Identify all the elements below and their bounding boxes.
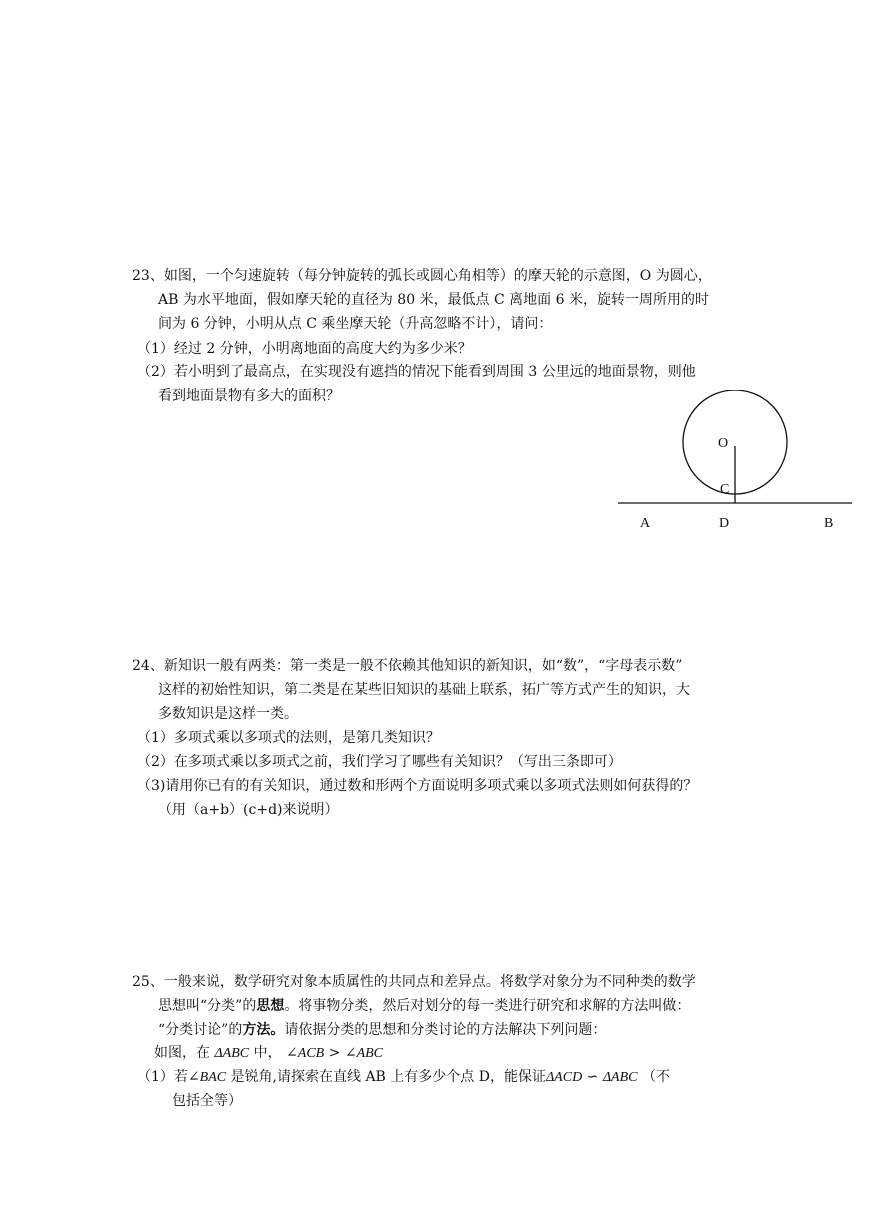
q24-line-1: 24、新知识一般有两类：第一类是一般不依赖其他知识的新知识，如“数”，“字母表示数” [132,658,683,674]
math-triangle-abc-2: ΔABC [602,1070,638,1085]
q23-line-1: 23、如图，一个匀速旋转（每分钟旋转的弧长或圆心角相等）的摩天轮的示意图，O 为圆心， [132,268,712,284]
math-triangle-acd: ΔACD [545,1070,583,1085]
q25-line-3-b: 请依据分类的思想和分类讨论的方法解决下列问题： [284,1022,607,1038]
label-a: A [640,516,651,531]
q25-line-5 [137,1067,670,1088]
q24-line-4: （1）多项式乘以多项式的法则，是第几类知识？ [137,730,440,746]
q24-line-5: （2）在多项式乘以多项式之前，我们学习了哪些有关知识？（写出三条即可） [137,754,622,770]
q24-line-2: 这样的初始性知识，第二类是在某些旧知识的基础上联系，拓广等方式产生的知识，大 [158,682,690,698]
math-angle-acb: ∠ACB [286,1046,325,1061]
q25-line-4-b: 中， [249,1045,282,1061]
q24-line-3: 多数知识是这样一类。 [158,706,298,722]
q25-line-5-d: （不 [637,1069,670,1085]
q24-line-6: （3)请用你已有的有关知识，通过数和形两个方面说明多项式乘以多项式法则如何获得的？ [137,778,698,794]
math-triangle-abc: ΔABC [214,1046,250,1061]
q25-line-5-b: 是锐角,请探索在直线 AB 上有多少个点 D，能保证 [226,1069,546,1085]
q25-keyword-method: 方法。 [242,1022,285,1038]
q25-line-5-c: ∽ [582,1069,603,1085]
q25-line-2-a: 思想叫“分类”的 [158,998,257,1014]
q25-line-2-b: 。将事物分类，然后对划分的每一类进行研究和求解的方法叫做： [284,998,691,1014]
label-o: O [718,436,729,451]
math-angle-abc: ∠ABC [344,1046,384,1061]
q25-line-1: 25、一般来说，数学研究对象本质属性的共同点和差异点。将数学对象分为不同种类的数学 [132,974,696,990]
q25-line-2 [158,996,690,1016]
q25-line-4-c: > [324,1045,341,1061]
q25-line-3 [158,1020,606,1040]
math-angle-bac: ∠BAC [187,1070,227,1085]
q25-line-4 [154,1043,383,1064]
q24-line-7: （用（a+b）(c+d)来说明） [158,802,339,818]
ferris-wheel-diagram [600,390,862,540]
q25-line-5-a: （1）若 [137,1069,188,1085]
q23-line-6: 看到地面景物有多大的面积？ [158,388,340,404]
q25-line-4-a: 如图，在 [154,1045,210,1061]
label-b: B [824,516,834,531]
label-d: D [719,516,730,531]
q23-line-4: （1）经过 2 分钟，小明离地面的高度大约为多少米？ [137,341,472,357]
q25-line-3-a: “分类讨论”的 [158,1022,243,1038]
q23-line-3: 间为 6 分钟，小明从点 C 乘坐摩天轮（升高忽略不计），请问： [158,316,553,332]
q25-keyword-thought: 思想 [256,998,285,1014]
q23-line-5: （2）若小明到了最高点，在实现没有遮挡的情况下能看到周围 3 公里远的地面景物，则他 [137,364,696,380]
label-c: C [720,482,730,497]
q23-line-2: AB 为水平地面，假如摩天轮的直径为 80 米，最低点 C 离地面 6 米，旋转一周所用的时 [158,292,709,308]
q25-line-6: 包括全等） [172,1093,242,1109]
